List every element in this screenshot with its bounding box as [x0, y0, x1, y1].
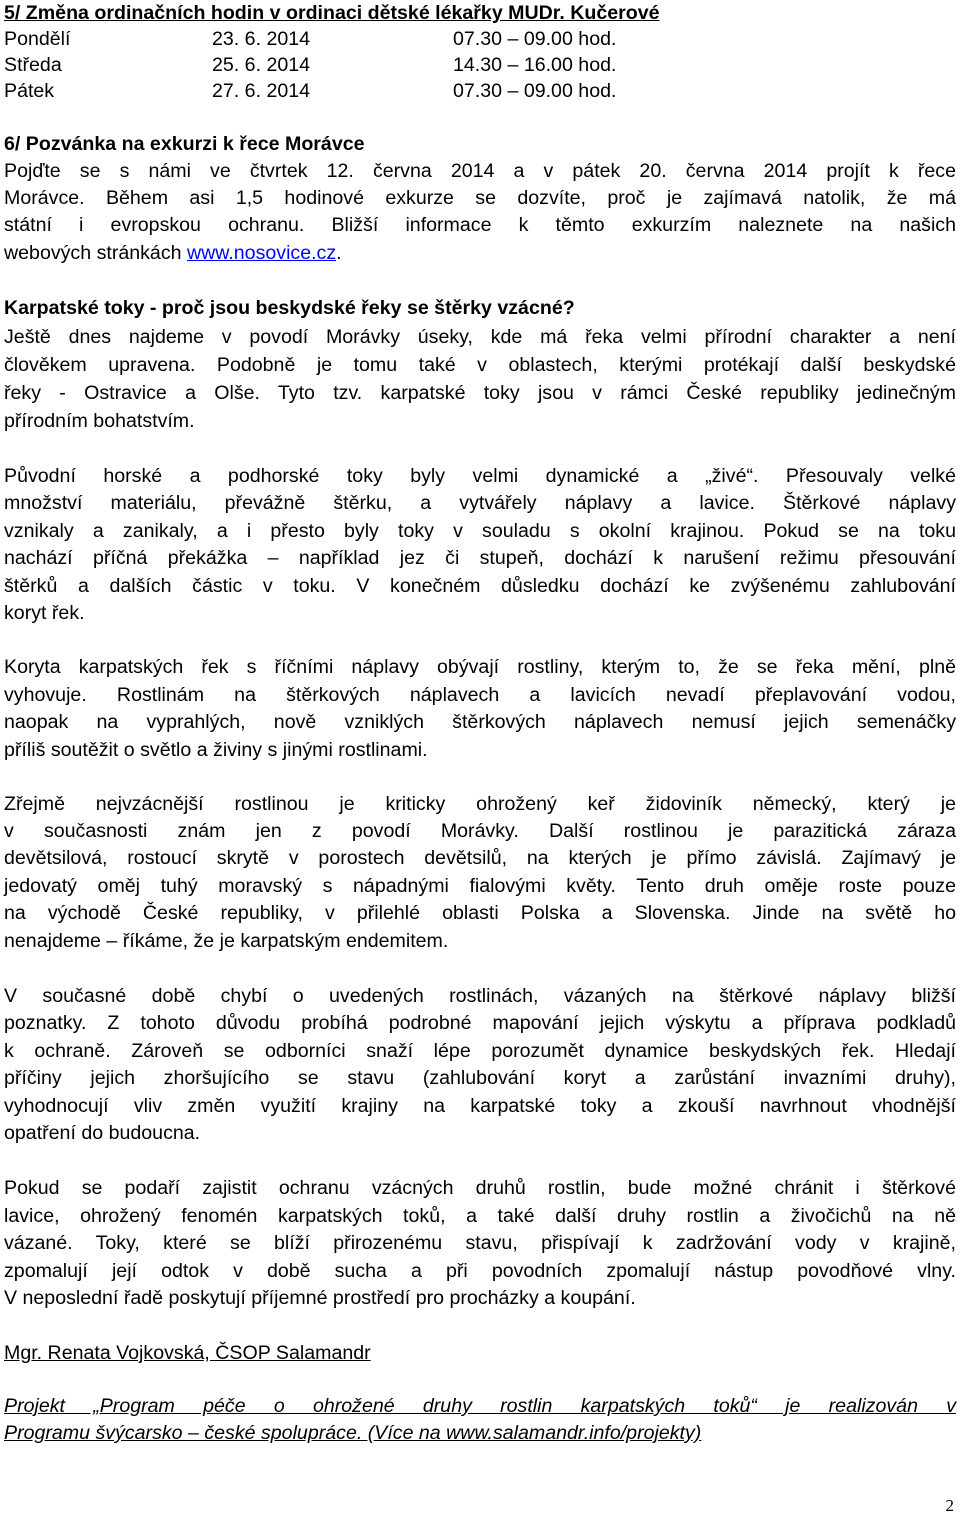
- paragraph-line: V současné době chybí o uvedených rostlinách, vázaných na štěrkové náplavy bližší: [4, 985, 956, 1007]
- schedule-day: Pondělí: [4, 28, 71, 50]
- project-note-line: Programu švýcarsko – české spolupráce. (Více na www.salamandr.info/projekty): [4, 1422, 702, 1444]
- paragraph-line: k ochraně. Zároveň se odborníci snaží lépe porozumět dynamice beskydských řek. Hledají: [4, 1040, 956, 1062]
- schedule-day: Pátek: [4, 80, 55, 102]
- project-note-line: Projekt „Program péče o ohrožené druhy rostlin karpatských toků“ je realizován v: [4, 1395, 956, 1417]
- paragraph-line: příčiny jejich zhoršujícího se stavu (zahlubování koryt a zarůstání invazními druhy),: [4, 1067, 956, 1089]
- paragraph-line: přírodním bohatstvím.: [4, 410, 195, 432]
- paragraph-text: webových stránkách: [4, 242, 187, 264]
- paragraph-line: Pokud se podaří zajistit ochranu vzácných druhů rostlin, bude možné chránit i štěrkové: [4, 1177, 956, 1199]
- paragraph-line: lavice, ohrožený fenomén karpatských toků, a také další druhy rostlin a živočichů na ně: [4, 1205, 956, 1227]
- paragraph-line: Pojďte se s námi ve čtvrtek 12. června 2014 a v pátek 20. června 2014 projít k řece: [4, 160, 956, 182]
- paragraph-line: státní i evropskou ochranu. Bližší informace k těmto exkurzím naleznete na našich: [4, 214, 956, 236]
- nosovice-website-link[interactable]: www.nosovice.cz: [186, 242, 337, 264]
- schedule-time: 07.30 – 09.00 hod.: [453, 80, 617, 102]
- paragraph-line: Ještě dnes najdeme v povodí Morávky úseky, kde má řeka velmi přírodní charakter a není: [4, 326, 956, 348]
- schedule-date: 25. 6. 2014: [212, 54, 311, 76]
- paragraph-line: devětsilová, rostoucí skrytě v porostech devětsilů, na kterých je přímo závislá. Zajímavý je: [4, 847, 956, 869]
- paragraph-line: nachází příčná překážka – například jez či stupeň, dochází k narušení režimu přesouvání: [4, 547, 956, 569]
- paragraph-line: [4, 240, 342, 266]
- paragraph-line: štěrků a dalších částic v toku. V konečném důsledku dochází ke zvýšenému zahlubování: [4, 575, 956, 597]
- paragraph-line: zpomalují její odtok v době sucha a při povodních zpomalují nástup povodňové vlny.: [4, 1260, 956, 1282]
- paragraph-line: na východě České republiky, v přilehlé oblasti Polska a Slovenska. Jinde na světě ho: [4, 902, 956, 924]
- paragraph-line: naopak na vyprahlých, nově vzniklých štěrkových náplavech nemusí jejich semenáčky: [4, 711, 956, 733]
- paragraph-line: vyhovuje. Rostlinám na štěrkových náplavech a lavicích nevadí přeplavování vodou,: [4, 684, 956, 706]
- schedule-date: 23. 6. 2014: [212, 28, 311, 50]
- paragraph-line: opatření do budoucna.: [4, 1122, 201, 1144]
- page-number: 2: [945, 1496, 954, 1515]
- schedule-day: Středa: [4, 54, 62, 76]
- paragraph-line: vyhodnocují vliv změn využití krajiny na karpatské toky a zkouší navrhnout vhodnější: [4, 1095, 956, 1117]
- paragraph-line: V neposlední řadě poskytují příjemné prostředí pro procházky a koupání.: [4, 1287, 636, 1309]
- paragraph-line: řeky - Ostravice a Olše. Tyto tzv. karpatské toky jsou v rámci České republiky jedinečným: [4, 382, 956, 404]
- author-signature: Mgr. Renata Vojkovská, ČSOP Salamandr: [4, 1342, 371, 1364]
- section5-heading: 5/ Změna ordinačních hodin v ordinaci dětské lékařky MUDr. Kučerové: [4, 2, 660, 24]
- paragraph-line: v současnosti znám jen z povodí Morávky. Další rostlinou je parazitická záraza: [4, 820, 956, 842]
- paragraph-line: vznikaly a zanikaly, a i přesto byly toky v souladu s okolní krajinou. Pokud se na toku: [4, 520, 956, 542]
- paragraph-line: jedovatý oměj tuhý moravský s nápadnými fialovými květy. Tento druh oměje roste pouze: [4, 875, 956, 897]
- paragraph-line: množství materiálu, převážně štěrku, a vytvářely náplavy a lavice. Štěrkové náplavy: [4, 492, 956, 514]
- paragraph-line: vázané. Toky, které se blíží přirozenému stavu, přispívají k zadržování vody v krajině,: [4, 1232, 956, 1254]
- article-title: Karpatské toky - proč jsou beskydské řeky se štěrky vzácné?: [4, 297, 575, 319]
- paragraph-line: Morávce. Během asi 1,5 hodinové exkurze se dozvíte, proč je zajímavá natolik, že má: [4, 187, 956, 209]
- paragraph-line: nenajdeme – říkáme, že je karpatským endemitem.: [4, 930, 449, 952]
- paragraph-line: Původní horské a podhorské toky byly velmi dynamické a „živé“. Přesouvaly velké: [4, 465, 956, 487]
- paragraph-line: příliš soutěžit o světlo a živiny s jinými rostlinami.: [4, 739, 428, 761]
- schedule-time: 14.30 – 16.00 hod.: [453, 54, 617, 76]
- section6-heading: 6/ Pozvánka na exkurzi k řece Morávce: [4, 133, 365, 155]
- schedule-time: 07.30 – 09.00 hod.: [453, 28, 617, 50]
- paragraph-text: .: [336, 242, 342, 264]
- paragraph-line: poznatky. Z tohoto důvodu probíhá podrobné mapování jejich výskytu a příprava podkladů: [4, 1012, 956, 1034]
- paragraph-line: koryt řek.: [4, 602, 85, 624]
- paragraph-line: člověkem upravena. Podobně je tomu také v oblastech, kterými protékají další beskydské: [4, 354, 956, 376]
- paragraph-line: Koryta karpatských řek s říčními náplavy obývají rostliny, kterým to, že se řeka mění, plně: [4, 656, 956, 678]
- paragraph-line: Zřejmě nejvzácnější rostlinou je kriticky ohrožený keř židoviník německý, který je: [4, 793, 956, 815]
- schedule-date: 27. 6. 2014: [212, 80, 311, 102]
